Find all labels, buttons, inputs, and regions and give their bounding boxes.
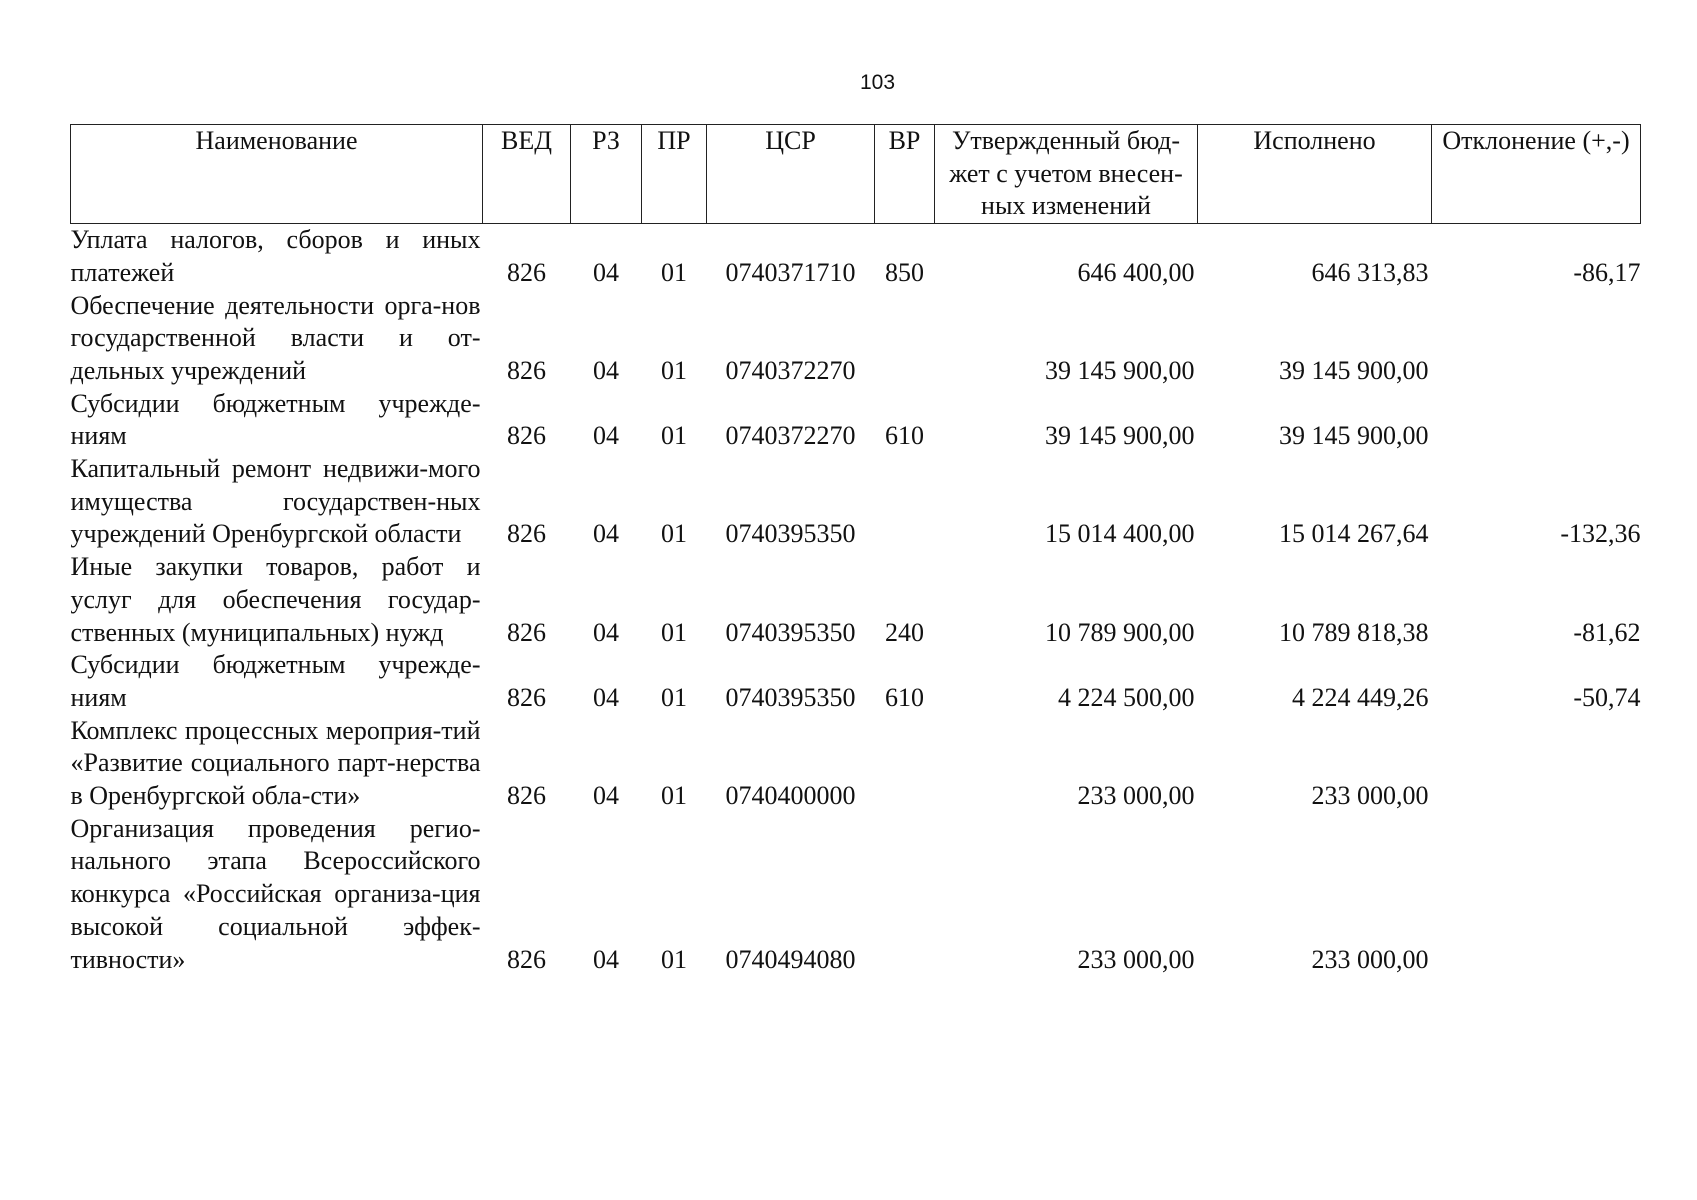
row-pr: 01 xyxy=(661,257,687,287)
row-pr: 01 xyxy=(661,421,687,451)
table-row xyxy=(71,388,1641,453)
row-rz: 04 xyxy=(593,257,619,287)
row-name: Обеспечение деятельности орга-нов государственной власти и от-дельных учреждений xyxy=(70,290,481,385)
row-deviation xyxy=(1432,715,1641,813)
row-csr: 0740395350 xyxy=(725,519,856,549)
header-deviation: Отклонение (+,-) xyxy=(1432,125,1641,224)
row-csr: 0740395350 xyxy=(725,682,856,712)
row-vr: 850 xyxy=(885,257,924,287)
header-executed: Исполнено xyxy=(1198,125,1432,224)
row-vr: 610 xyxy=(885,682,924,712)
row-rz: 04 xyxy=(593,421,619,451)
row-name: Организация проведения регио-нального этапа Всероссийского конкурса «Российская организа-ция высокой социальной эффек-тивности» xyxy=(70,813,481,974)
row-vr xyxy=(875,453,935,551)
row-deviation xyxy=(1432,290,1641,388)
table-row xyxy=(71,453,1641,551)
row-ved: 826 xyxy=(507,355,546,385)
row-deviation xyxy=(1432,813,1641,977)
row-csr: 0740372270 xyxy=(725,355,856,385)
row-pr: 01 xyxy=(661,617,687,647)
row-pr: 01 xyxy=(661,519,687,549)
row-ved: 826 xyxy=(507,257,546,287)
budget-execution-table xyxy=(70,124,1641,976)
row-executed: 39 145 900,00 xyxy=(1279,355,1429,385)
row-vr xyxy=(875,715,935,813)
row-name: Субсидии бюджетным учрежде-ниям xyxy=(70,650,481,712)
row-ved: 826 xyxy=(507,519,546,549)
row-ved: 826 xyxy=(507,421,546,451)
row-csr: 0740400000 xyxy=(725,781,856,811)
header-rz: РЗ xyxy=(571,125,642,224)
row-pr: 01 xyxy=(661,944,687,974)
row-approved: 39 145 900,00 xyxy=(1045,421,1195,451)
row-pr: 01 xyxy=(661,781,687,811)
row-executed: 233 000,00 xyxy=(1311,781,1429,811)
row-name: Комплекс процессных мероприя-тий «Развитие социального парт-нерства в Оренбургской обла-сти» xyxy=(70,715,481,811)
row-deviation: -50,74 xyxy=(1573,682,1641,712)
row-vr xyxy=(875,813,935,977)
row-csr: 0740372270 xyxy=(725,421,856,451)
row-ved: 826 xyxy=(507,617,546,647)
row-approved: 646 400,00 xyxy=(1077,257,1195,287)
row-executed: 15 014 267,64 xyxy=(1279,519,1429,549)
row-approved: 15 014 400,00 xyxy=(1045,519,1195,549)
row-approved: 233 000,00 xyxy=(1077,944,1195,974)
header-csr: ЦСР xyxy=(707,125,875,224)
table-row xyxy=(71,290,1641,388)
row-executed: 39 145 900,00 xyxy=(1279,421,1429,451)
row-approved: 4 224 500,00 xyxy=(1058,682,1195,712)
row-deviation: -81,62 xyxy=(1573,617,1641,647)
row-approved: 39 145 900,00 xyxy=(1045,355,1195,385)
header-vr: ВР xyxy=(875,125,935,224)
row-executed: 4 224 449,26 xyxy=(1292,682,1429,712)
row-name: Капитальный ремонт недвижи-мого имущества государствен-ных учреждений Оренбургской области xyxy=(70,454,481,549)
header-name: Наименование xyxy=(71,125,483,224)
row-rz: 04 xyxy=(593,355,619,385)
row-name: Субсидии бюджетным учрежде-ниям xyxy=(70,388,481,451)
row-pr: 01 xyxy=(661,682,687,712)
header-ved: ВЕД xyxy=(483,125,571,224)
row-executed: 646 313,83 xyxy=(1311,257,1429,287)
page-number: 103 xyxy=(859,71,896,94)
row-ved: 826 xyxy=(507,682,546,712)
row-approved: 10 789 900,00 xyxy=(1045,617,1195,647)
row-csr: 0740494080 xyxy=(725,944,856,974)
row-rz: 04 xyxy=(593,682,619,712)
row-rz: 04 xyxy=(593,617,619,647)
row-name: Иные закупки товаров, работ и услуг для обеспечения государ-ственных (муниципальных) нужд xyxy=(70,552,481,647)
row-deviation: -86,17 xyxy=(1573,257,1641,287)
row-rz: 04 xyxy=(593,781,619,811)
row-vr: 240 xyxy=(885,617,924,647)
row-pr: 01 xyxy=(661,355,687,385)
row-executed: 10 789 818,38 xyxy=(1279,617,1429,647)
table-row xyxy=(71,649,1641,714)
table-header-row xyxy=(71,125,1641,224)
row-vr xyxy=(875,290,935,388)
header-pr: ПР xyxy=(642,125,707,224)
table-row xyxy=(71,224,1641,290)
row-executed: 233 000,00 xyxy=(1311,944,1429,974)
row-name: Уплата налогов, сборов и иных платежей xyxy=(70,225,481,287)
row-rz: 04 xyxy=(593,519,619,549)
row-vr: 610 xyxy=(885,421,924,451)
row-deviation: -132,36 xyxy=(1560,519,1641,549)
row-deviation xyxy=(1432,388,1641,453)
table-row xyxy=(71,813,1641,977)
row-csr: 0740395350 xyxy=(725,617,856,647)
row-ved: 826 xyxy=(507,944,546,974)
row-rz: 04 xyxy=(593,944,619,974)
table-row xyxy=(71,551,1641,649)
header-approved-budget: Утвержденный бюд-жет с учетом внесен-ных изменений xyxy=(935,125,1198,224)
row-ved: 826 xyxy=(507,781,546,811)
row-approved: 233 000,00 xyxy=(1077,781,1195,811)
row-csr: 0740371710 xyxy=(725,257,856,287)
table-row xyxy=(71,715,1641,813)
